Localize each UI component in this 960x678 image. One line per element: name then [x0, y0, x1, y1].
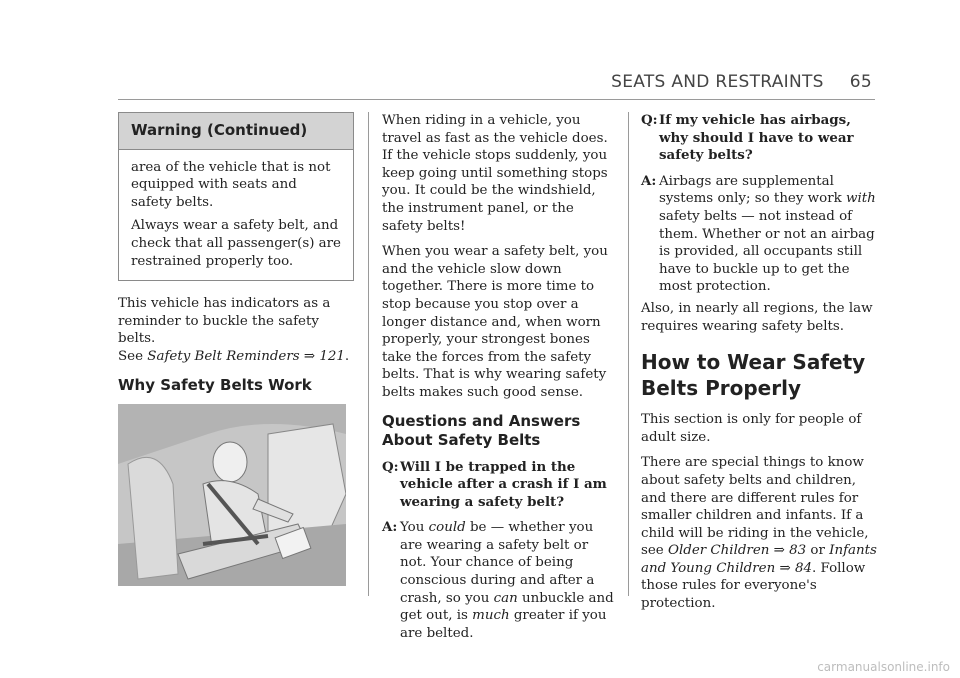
answer-emphasis: could — [428, 520, 466, 536]
body-fragment: . Follow those rules for everyone's protection. — [641, 560, 866, 612]
body-fragment: There are special things to know about safety belts and children, and there are different rules for smaller children and infants. If a child will be riding in the vehicle, see — [641, 455, 869, 559]
question-text: If my vehicle has airbags, why should I have to wear safety belts? — [659, 112, 854, 164]
answer-label: A: — [382, 519, 398, 536]
section-title: SEATS AND RESTRAINTS — [611, 72, 824, 92]
heading-questions-and-answers: Questions and Answers About Safety Belts — [382, 411, 581, 449]
question-text: Will I be trapped in the vehicle after a crash if I am wearing a safety belt? — [400, 458, 607, 510]
column-right — [641, 112, 877, 621]
indicators-text: This vehicle has indicators as a reminder to buckle the safety belts. — [118, 296, 331, 347]
answer-fragment: safety belts — not instead of them. Whether or not an airbag is provided, all occupants still have to buckle up to get the most protection. — [659, 208, 875, 295]
column-middle — [382, 112, 616, 650]
children-paragraph — [641, 454, 877, 612]
question-item — [641, 112, 877, 165]
answer-paragraph: Also, in nearly all regions, the law requires wearing safety belts. — [641, 300, 873, 334]
answer-fragment: greater if you are belted. — [400, 608, 607, 641]
answer-fragment: Airbags are supplemental systems only; so they work — [659, 173, 842, 207]
answer-text — [400, 519, 616, 642]
body-paragraph: When you wear a safety belt, you and the vehicle slow down together. There is more time to stop because you stop over a longer distance and, when worn properly, your strongest bones take the forces from the safety belts. That is why wearing safety belts makes such good sense. — [382, 244, 608, 400]
cross-reference-link[interactable]: Older Children — [668, 543, 770, 559]
header-rule — [118, 99, 875, 100]
body-paragraph: When riding in a vehicle, you travel as fast as the vehicle does. If the vehicle stops suddenly, you keep going until something stops you. It could be the windshield, the instrument panel, or the safety belts! — [382, 113, 608, 234]
warning-paragraph: area of the vehicle that is not equipped with seats and safety belts. — [131, 159, 331, 210]
answer-emphasis: can — [493, 590, 518, 606]
answer-item — [382, 519, 616, 642]
answer-label: A: — [641, 172, 657, 189]
page-reference[interactable]: ⇒ 84 — [779, 560, 812, 576]
warning-title: Warning (Continued) — [119, 113, 353, 150]
question-label: Q: — [641, 112, 658, 128]
see-prefix: See — [118, 348, 144, 364]
heading-why-safety-belts-work: Why Safety Belts Work — [118, 375, 312, 394]
column-left — [118, 112, 354, 586]
cross-reference-link[interactable]: Safety Belt Reminders — [147, 348, 300, 364]
answer-text — [659, 173, 877, 296]
answer-item — [641, 173, 877, 296]
question-label: Q: — [382, 458, 399, 475]
crash-dummy-illustration — [118, 404, 346, 586]
watermark: carmanualsonline.info — [817, 660, 950, 674]
heading-how-to-wear-safety-belts: How to Wear Safety Belts Properly — [641, 350, 866, 401]
cross-reference-link[interactable]: Infants and Young Children — [641, 543, 877, 576]
body-fragment: or — [810, 543, 825, 559]
running-header — [611, 72, 872, 92]
body-paragraph: This section is only for people of adult size. — [641, 412, 862, 445]
page-number: 65 — [849, 72, 872, 92]
column-divider-2 — [628, 112, 629, 596]
warning-paragraph: Always wear a safety belt, and check that all passenger(s) are restrained properly too. — [131, 218, 341, 269]
warning-box — [118, 112, 354, 281]
answer-fragment: You — [400, 520, 425, 536]
answer-fragment: be — whether you are wearing a safety belt or not. Your chance of being conscious during and after a crash, so you — [400, 520, 595, 606]
answer-emphasis: with — [846, 191, 876, 207]
answer-fragment: unbuckle and get out, is — [400, 590, 614, 624]
column-divider-1 — [368, 112, 369, 596]
question-item — [382, 459, 616, 512]
period: . — [344, 348, 350, 364]
page-reference[interactable]: ⇒ 83 — [773, 543, 807, 559]
indicators-paragraph — [118, 295, 354, 365]
page-reference[interactable]: ⇒ 121 — [303, 348, 345, 364]
warning-body — [119, 150, 353, 281]
answer-emphasis: much — [472, 608, 510, 624]
